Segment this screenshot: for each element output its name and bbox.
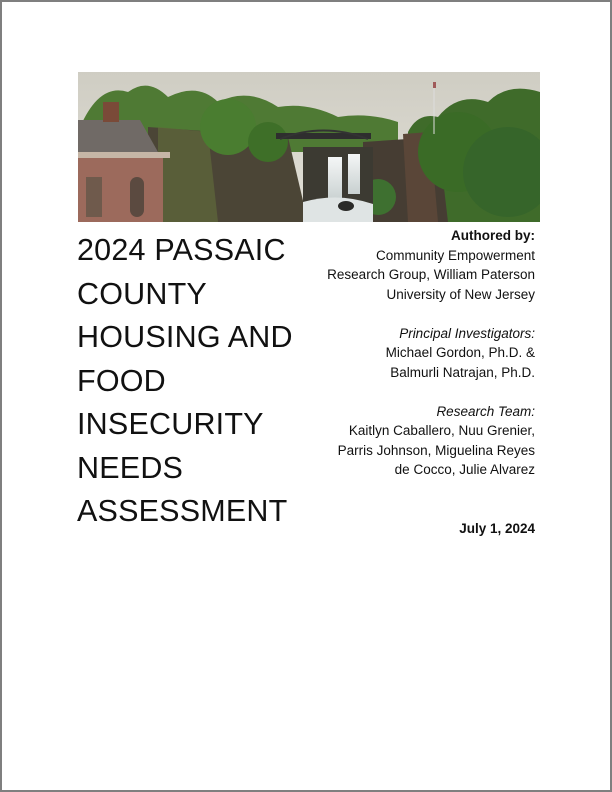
title-line: ASSESSMENT bbox=[77, 494, 288, 528]
title-line: INSECURITY bbox=[77, 407, 264, 441]
author-line: Community Empowerment bbox=[375, 247, 535, 263]
report-date: July 1, 2024 bbox=[459, 520, 535, 536]
author-line: University of New Jersey bbox=[386, 286, 535, 302]
team-line: Kaitlyn Caballero, Nuu Grenier, bbox=[348, 423, 535, 438]
author-line: Research Group, William Paterson bbox=[327, 267, 535, 282]
cover-photo-great-falls bbox=[78, 72, 540, 222]
authored-by-heading: Authored by: bbox=[451, 228, 535, 243]
title-line: 2024 PASSAIC bbox=[77, 233, 286, 267]
principal-investigators-heading: Principal Investigators: bbox=[399, 325, 535, 341]
report-credits bbox=[275, 226, 535, 538]
team-line: de Cocco, Julie Alvarez bbox=[394, 462, 535, 477]
research-team-heading: Research Team: bbox=[436, 403, 535, 419]
report-title bbox=[77, 229, 307, 534]
team-line: Parris Johnson, Miguelina Reyes bbox=[337, 442, 535, 458]
title-line: NEEDS bbox=[77, 450, 184, 485]
investigator-line: Michael Gordon, Ph.D. & bbox=[385, 345, 535, 360]
investigator-line: Balmurli Natrajan, Ph.D. bbox=[390, 364, 535, 380]
title-line: HOUSING AND bbox=[77, 320, 293, 354]
title-line: COUNTY bbox=[77, 276, 207, 311]
title-line: FOOD bbox=[77, 363, 166, 398]
